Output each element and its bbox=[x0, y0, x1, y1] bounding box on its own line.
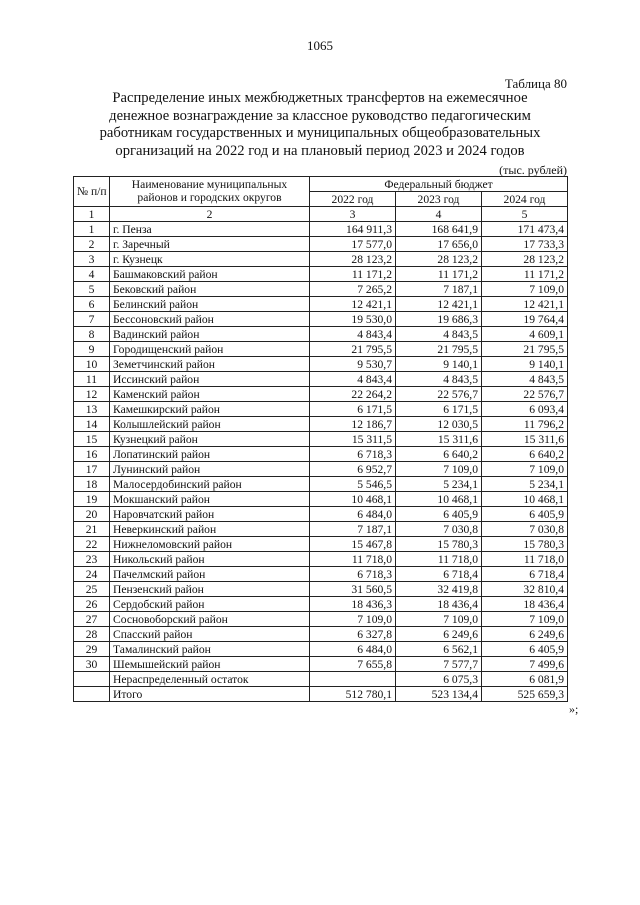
value-2022: 512 780,1 bbox=[310, 687, 396, 702]
row-number: 7 bbox=[74, 312, 110, 327]
header-budget: Федеральный бюджет bbox=[310, 177, 568, 192]
value-2022: 21 795,5 bbox=[310, 342, 396, 357]
value-2023: 6 249,6 bbox=[396, 627, 482, 642]
value-2024: 17 733,3 bbox=[482, 237, 568, 252]
row-name: Сосновоборский район bbox=[110, 612, 310, 627]
value-2023: 10 468,1 bbox=[396, 492, 482, 507]
row-name: г. Заречный bbox=[110, 237, 310, 252]
table-row bbox=[74, 537, 568, 552]
value-2024: 7 109,0 bbox=[482, 612, 568, 627]
value-2022: 164 911,3 bbox=[310, 222, 396, 237]
row-name: Нижнеломовский район bbox=[110, 537, 310, 552]
value-2024: 6 640,2 bbox=[482, 447, 568, 462]
table-row bbox=[74, 552, 568, 567]
row-number: 11 bbox=[74, 372, 110, 387]
value-2023: 6 405,9 bbox=[396, 507, 482, 522]
row-number: 1 bbox=[74, 222, 110, 237]
row-name: Малосердобинский район bbox=[110, 477, 310, 492]
row-name: Белинский район bbox=[110, 297, 310, 312]
row-number: 22 bbox=[74, 537, 110, 552]
row-number: 24 bbox=[74, 567, 110, 582]
index-cell: 3 bbox=[310, 207, 396, 222]
row-number: 28 bbox=[74, 627, 110, 642]
title-line: работникам государственных и муниципальных общеобразовательных bbox=[99, 125, 541, 141]
value-2024: 6 718,4 bbox=[482, 567, 568, 582]
row-name: Сердобский район bbox=[110, 597, 310, 612]
table-title bbox=[70, 90, 570, 160]
row-name: Неверкинский район bbox=[110, 522, 310, 537]
value-2023: 15 311,6 bbox=[396, 432, 482, 447]
page-number: 1065 bbox=[307, 38, 333, 53]
index-cell: 5 bbox=[482, 207, 568, 222]
row-number: 12 bbox=[74, 387, 110, 402]
value-2024: 32 810,4 bbox=[482, 582, 568, 597]
row-number: 13 bbox=[74, 402, 110, 417]
title-line: организаций на 2022 год и на плановый период 2023 и 2024 годов bbox=[115, 142, 525, 159]
value-2024: 22 576,7 bbox=[482, 387, 568, 402]
value-2024: 15 311,6 bbox=[482, 432, 568, 447]
header-name: Наименование муниципальных районов и городских округов bbox=[110, 177, 310, 207]
row-number: 25 bbox=[74, 582, 110, 597]
table-row bbox=[74, 597, 568, 612]
row-number bbox=[74, 687, 110, 702]
table-row bbox=[74, 252, 568, 267]
row-number: 4 bbox=[74, 267, 110, 282]
value-2024: 6 405,9 bbox=[482, 507, 568, 522]
header-num: № п/п bbox=[74, 177, 110, 207]
table-body bbox=[74, 222, 568, 702]
row-name: Пензенский район bbox=[110, 582, 310, 597]
value-2022: 19 530,0 bbox=[310, 312, 396, 327]
value-2023: 22 576,7 bbox=[396, 387, 482, 402]
value-2022: 6 484,0 bbox=[310, 507, 396, 522]
value-2023: 168 641,9 bbox=[396, 222, 482, 237]
table-row bbox=[74, 327, 568, 342]
row-name: Башмаковский район bbox=[110, 267, 310, 282]
table-row bbox=[74, 282, 568, 297]
row-number bbox=[74, 672, 110, 687]
row-number: 18 bbox=[74, 477, 110, 492]
value-2022: 15 311,5 bbox=[310, 432, 396, 447]
row-name: Мокшанский район bbox=[110, 492, 310, 507]
value-2022: 12 421,1 bbox=[310, 297, 396, 312]
value-2022: 6 327,8 bbox=[310, 627, 396, 642]
row-number: 21 bbox=[74, 522, 110, 537]
row-number: 29 bbox=[74, 642, 110, 657]
table-row bbox=[74, 567, 568, 582]
row-name: Вадинский район bbox=[110, 327, 310, 342]
value-2024: 28 123,2 bbox=[482, 252, 568, 267]
value-2023: 12 421,1 bbox=[396, 297, 482, 312]
value-2023: 7 109,0 bbox=[396, 462, 482, 477]
value-2022 bbox=[310, 672, 396, 687]
row-name: Кузнецкий район bbox=[110, 432, 310, 447]
value-2023: 4 843,5 bbox=[396, 327, 482, 342]
value-2022: 6 171,5 bbox=[310, 402, 396, 417]
table-row bbox=[74, 237, 568, 252]
value-2024: 525 659,3 bbox=[482, 687, 568, 702]
row-number: 26 bbox=[74, 597, 110, 612]
units-label: (тыс. рублей) bbox=[499, 163, 567, 177]
value-2023: 19 686,3 bbox=[396, 312, 482, 327]
value-2024: 7 109,0 bbox=[482, 462, 568, 477]
table-row bbox=[74, 312, 568, 327]
value-2022: 31 560,5 bbox=[310, 582, 396, 597]
table-row bbox=[74, 657, 568, 672]
row-name: Итого bbox=[110, 687, 310, 702]
value-2023: 12 030,5 bbox=[396, 417, 482, 432]
value-2022: 11 171,2 bbox=[310, 267, 396, 282]
value-2022: 7 265,2 bbox=[310, 282, 396, 297]
row-number: 14 bbox=[74, 417, 110, 432]
row-name: Земетчинский район bbox=[110, 357, 310, 372]
value-2022: 7 109,0 bbox=[310, 612, 396, 627]
title-line: денежное вознаграждение за классное руководство педагогическим bbox=[109, 107, 531, 124]
value-2023: 9 140,1 bbox=[396, 357, 482, 372]
value-2023: 6 171,5 bbox=[396, 402, 482, 417]
table-row bbox=[74, 342, 568, 357]
value-2024: 7 499,6 bbox=[482, 657, 568, 672]
value-2022: 10 468,1 bbox=[310, 492, 396, 507]
row-name: Каменский район bbox=[110, 387, 310, 402]
value-2024: 12 421,1 bbox=[482, 297, 568, 312]
value-2023: 6 640,2 bbox=[396, 447, 482, 462]
row-name: Пачелмский район bbox=[110, 567, 310, 582]
value-2022: 22 264,2 bbox=[310, 387, 396, 402]
row-number: 17 bbox=[74, 462, 110, 477]
table-row bbox=[74, 642, 568, 657]
row-number: 5 bbox=[74, 282, 110, 297]
table-row bbox=[74, 507, 568, 522]
row-name: Городищенский район bbox=[110, 342, 310, 357]
value-2024: 5 234,1 bbox=[482, 477, 568, 492]
table-row bbox=[74, 402, 568, 417]
row-name: Иссинский район bbox=[110, 372, 310, 387]
value-2024: 21 795,5 bbox=[482, 342, 568, 357]
value-2023: 6 718,4 bbox=[396, 567, 482, 582]
row-name: г. Кузнецк bbox=[110, 252, 310, 267]
value-2024: 15 780,3 bbox=[482, 537, 568, 552]
value-2023: 7 577,7 bbox=[396, 657, 482, 672]
value-2023: 4 843,5 bbox=[396, 372, 482, 387]
value-2024: 11 171,2 bbox=[482, 267, 568, 282]
value-2023: 6 075,3 bbox=[396, 672, 482, 687]
value-2023: 11 718,0 bbox=[396, 552, 482, 567]
table-row bbox=[74, 222, 568, 237]
table-row bbox=[74, 477, 568, 492]
value-2023: 18 436,4 bbox=[396, 597, 482, 612]
row-number: 3 bbox=[74, 252, 110, 267]
table-row bbox=[74, 672, 568, 687]
row-number: 9 bbox=[74, 342, 110, 357]
table-label: Таблица 80 bbox=[504, 76, 567, 91]
row-number: 16 bbox=[74, 447, 110, 462]
row-number: 23 bbox=[74, 552, 110, 567]
row-number: 30 bbox=[74, 657, 110, 672]
value-2023: 21 795,5 bbox=[396, 342, 482, 357]
table-row bbox=[74, 612, 568, 627]
value-2024: 7 030,8 bbox=[482, 522, 568, 537]
value-2023: 15 780,3 bbox=[396, 537, 482, 552]
table-row bbox=[74, 627, 568, 642]
value-2022: 7 187,1 bbox=[310, 522, 396, 537]
value-2024: 9 140,1 bbox=[482, 357, 568, 372]
row-name: Шемышейский район bbox=[110, 657, 310, 672]
value-2023: 6 562,1 bbox=[396, 642, 482, 657]
title-line: Распределение иных межбюджетных трансфертов на ежемесячное bbox=[112, 90, 528, 106]
row-number: 19 bbox=[74, 492, 110, 507]
value-2022: 6 952,7 bbox=[310, 462, 396, 477]
row-name: Бессоновский район bbox=[110, 312, 310, 327]
table-row bbox=[74, 417, 568, 432]
row-name: Колышлейский район bbox=[110, 417, 310, 432]
row-name: г. Пенза bbox=[110, 222, 310, 237]
value-2024: 10 468,1 bbox=[482, 492, 568, 507]
value-2024: 6 405,9 bbox=[482, 642, 568, 657]
row-name: Нераспределенный остаток bbox=[110, 672, 310, 687]
row-name: Наровчатский район bbox=[110, 507, 310, 522]
value-2023: 7 187,1 bbox=[396, 282, 482, 297]
table-row bbox=[74, 267, 568, 282]
table-row bbox=[74, 582, 568, 597]
row-name: Никольский район bbox=[110, 552, 310, 567]
value-2023: 523 134,4 bbox=[396, 687, 482, 702]
value-2022: 11 718,0 bbox=[310, 552, 396, 567]
table-row bbox=[74, 492, 568, 507]
row-name: Лопатинский район bbox=[110, 447, 310, 462]
index-cell: 1 bbox=[74, 207, 110, 222]
row-name: Лунинский район bbox=[110, 462, 310, 477]
value-2023: 5 234,1 bbox=[396, 477, 482, 492]
value-2024: 171 473,4 bbox=[482, 222, 568, 237]
row-name: Бековский район bbox=[110, 282, 310, 297]
value-2023: 11 171,2 bbox=[396, 267, 482, 282]
table-row bbox=[74, 297, 568, 312]
row-name: Камешкирский район bbox=[110, 402, 310, 417]
value-2022: 6 484,0 bbox=[310, 642, 396, 657]
value-2022: 28 123,2 bbox=[310, 252, 396, 267]
column-index-row bbox=[74, 207, 568, 222]
value-2022: 6 718,3 bbox=[310, 447, 396, 462]
row-number: 8 bbox=[74, 327, 110, 342]
table-row bbox=[74, 372, 568, 387]
value-2024: 6 093,4 bbox=[482, 402, 568, 417]
value-2022: 4 843,4 bbox=[310, 327, 396, 342]
value-2022: 9 530,7 bbox=[310, 357, 396, 372]
value-2022: 12 186,7 bbox=[310, 417, 396, 432]
closing-mark: »; bbox=[569, 702, 579, 716]
value-2022: 6 718,3 bbox=[310, 567, 396, 582]
value-2023: 7 030,8 bbox=[396, 522, 482, 537]
value-2024: 4 609,1 bbox=[482, 327, 568, 342]
table-row bbox=[74, 387, 568, 402]
row-number: 27 bbox=[74, 612, 110, 627]
row-number: 10 bbox=[74, 357, 110, 372]
row-name: Спасский район bbox=[110, 627, 310, 642]
value-2023: 28 123,2 bbox=[396, 252, 482, 267]
header-year-2022: 2022 год bbox=[310, 192, 396, 207]
value-2022: 5 546,5 bbox=[310, 477, 396, 492]
table-row bbox=[74, 432, 568, 447]
value-2022: 7 655,8 bbox=[310, 657, 396, 672]
value-2022: 4 843,4 bbox=[310, 372, 396, 387]
row-number: 20 bbox=[74, 507, 110, 522]
table-row bbox=[74, 357, 568, 372]
row-number: 2 bbox=[74, 237, 110, 252]
header-year-2024: 2024 год bbox=[482, 192, 568, 207]
value-2024: 4 843,5 bbox=[482, 372, 568, 387]
table-row bbox=[74, 522, 568, 537]
value-2022: 18 436,3 bbox=[310, 597, 396, 612]
index-cell: 4 bbox=[396, 207, 482, 222]
index-cell: 2 bbox=[110, 207, 310, 222]
table-row bbox=[74, 687, 568, 702]
value-2024: 18 436,4 bbox=[482, 597, 568, 612]
row-number: 6 bbox=[74, 297, 110, 312]
transfers-table bbox=[73, 176, 568, 702]
value-2024: 11 796,2 bbox=[482, 417, 568, 432]
value-2023: 17 656,0 bbox=[396, 237, 482, 252]
value-2023: 32 419,8 bbox=[396, 582, 482, 597]
header-year-2023: 2023 год bbox=[396, 192, 482, 207]
value-2022: 17 577,0 bbox=[310, 237, 396, 252]
table-row bbox=[74, 462, 568, 477]
value-2024: 6 081,9 bbox=[482, 672, 568, 687]
value-2023: 7 109,0 bbox=[396, 612, 482, 627]
value-2024: 7 109,0 bbox=[482, 282, 568, 297]
row-name: Тамалинский район bbox=[110, 642, 310, 657]
value-2024: 19 764,4 bbox=[482, 312, 568, 327]
value-2024: 6 249,6 bbox=[482, 627, 568, 642]
value-2024: 11 718,0 bbox=[482, 552, 568, 567]
value-2022: 15 467,8 bbox=[310, 537, 396, 552]
row-number: 15 bbox=[74, 432, 110, 447]
table-row bbox=[74, 447, 568, 462]
